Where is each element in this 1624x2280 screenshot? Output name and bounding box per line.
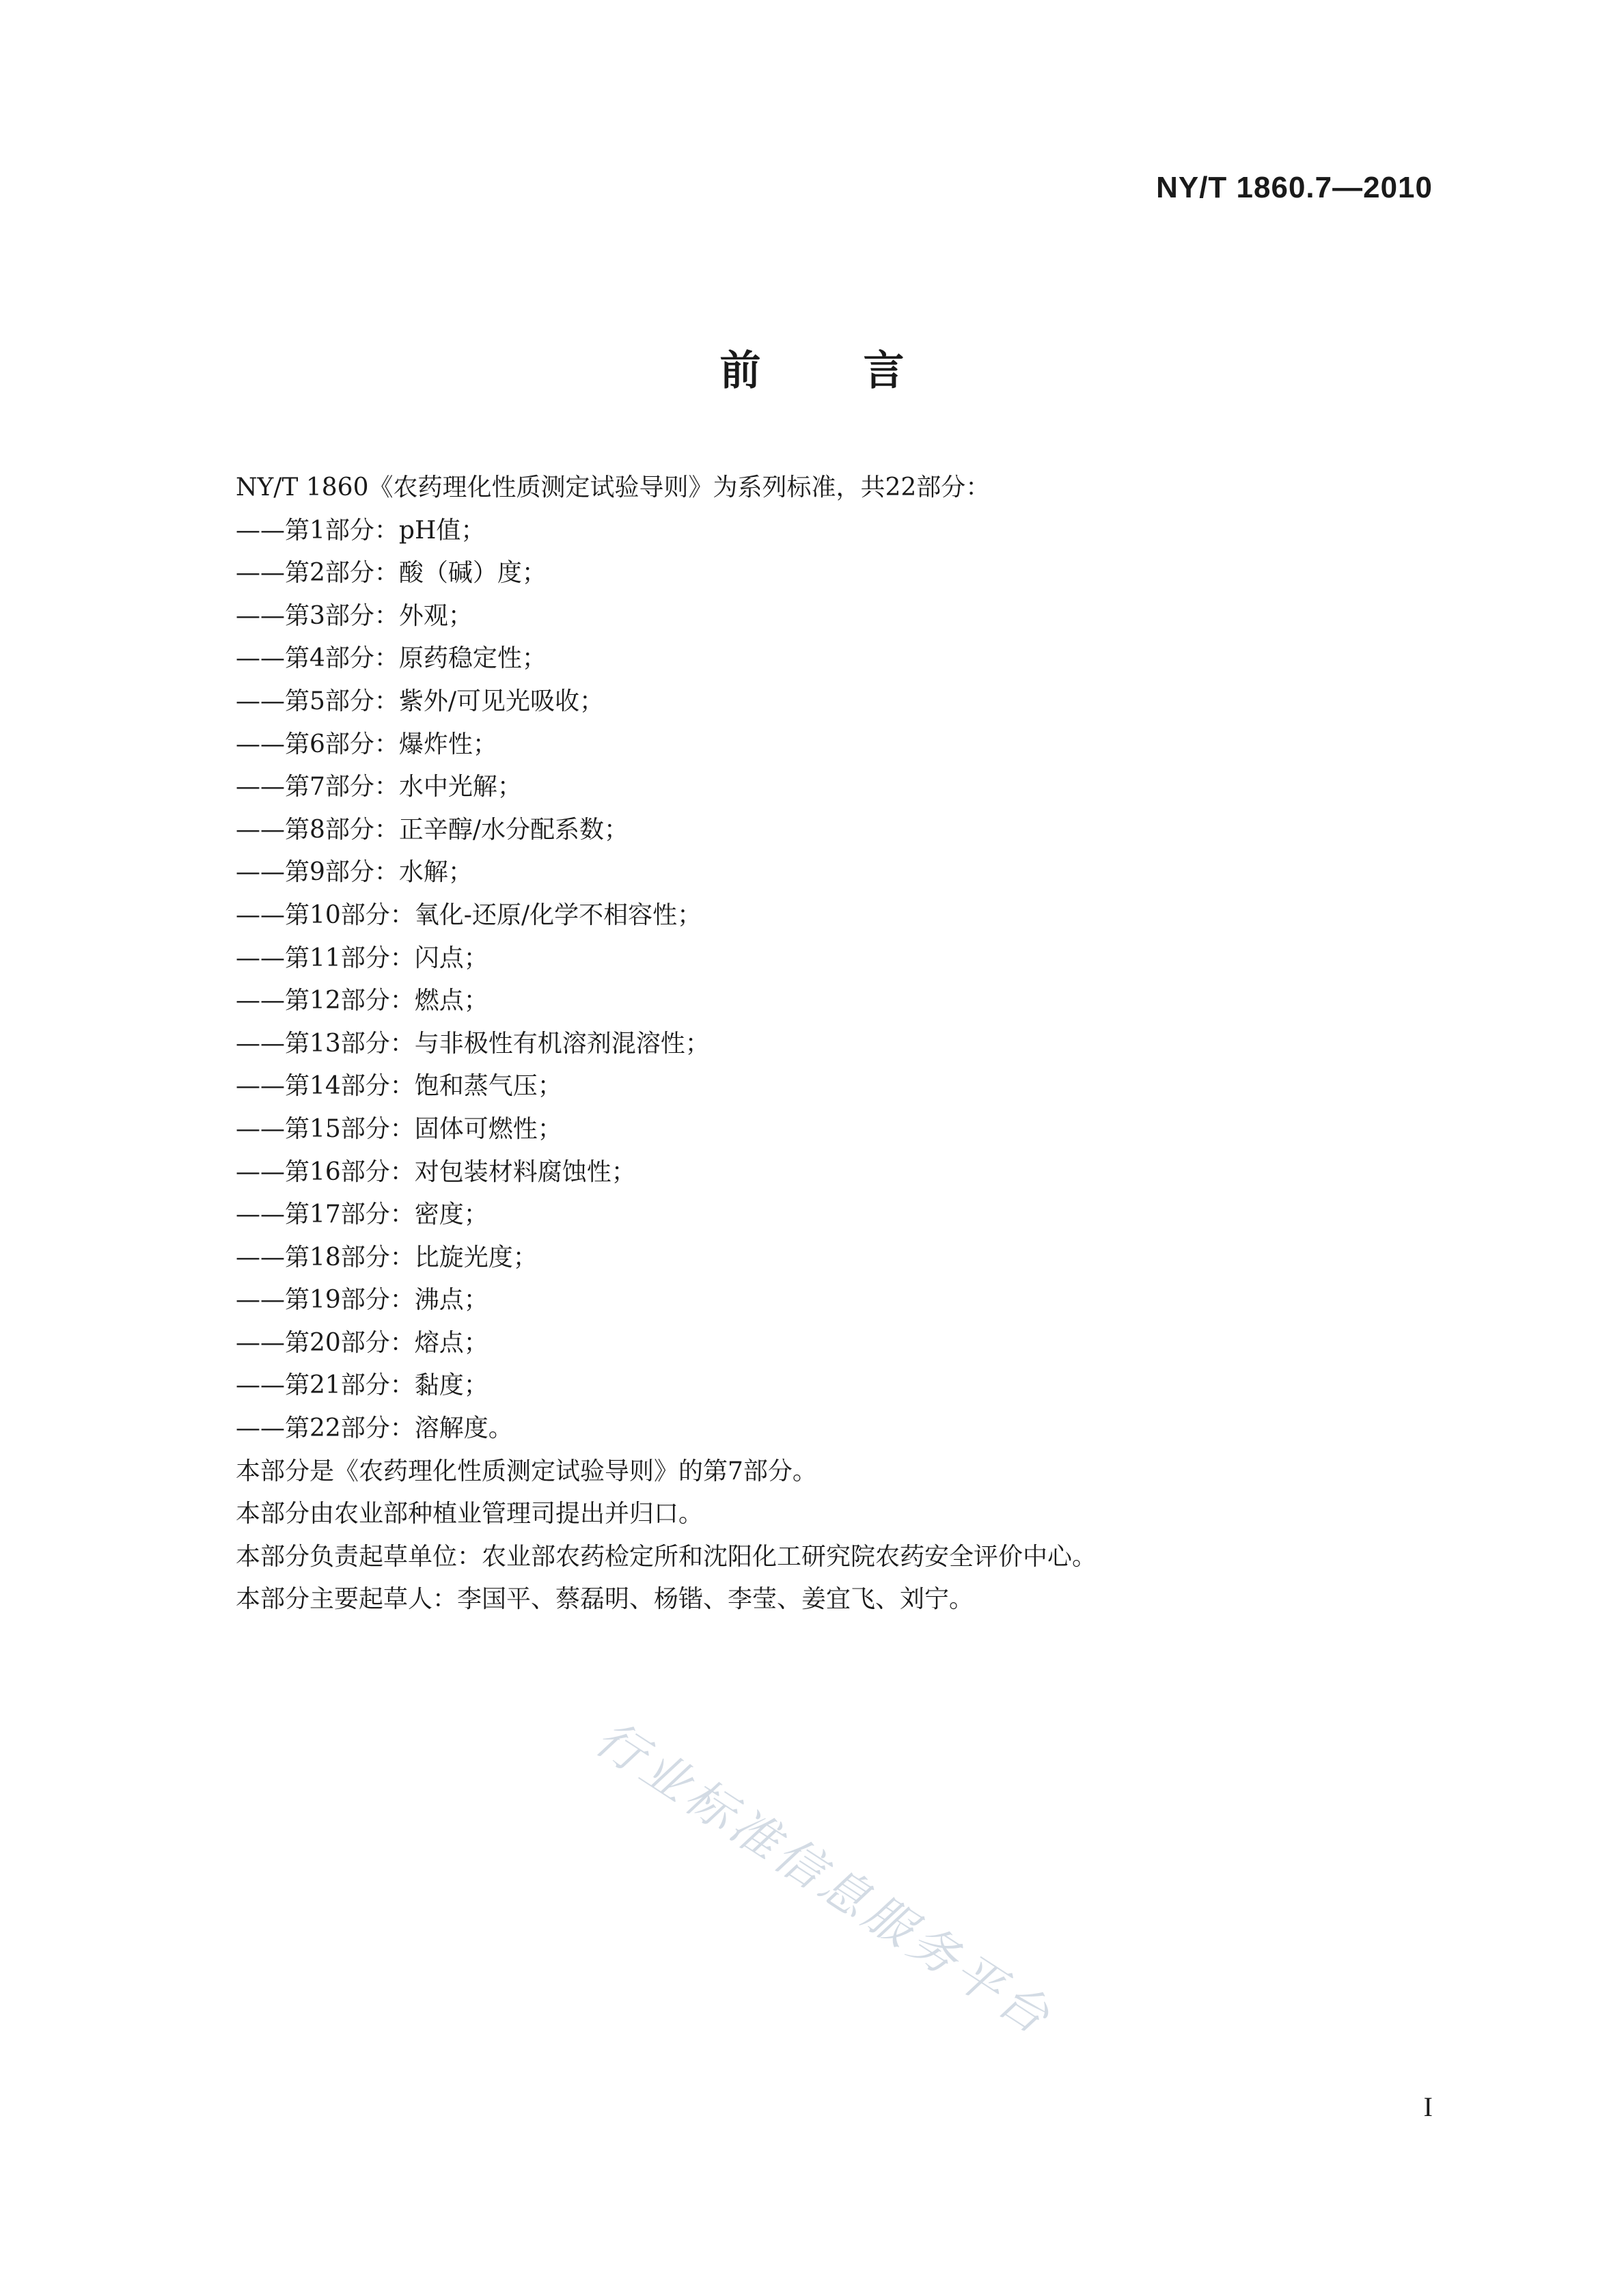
list-item: ——第20部分：熔点；: [236, 1328, 488, 1357]
statement-paragraph: 本部分负责起草单位：农业部农药检定所和沈阳化工研究院农药安全评价中心。: [236, 1542, 1097, 1571]
list-item: ——第10部分：氧化-还原/化学不相容性；: [236, 901, 702, 929]
foreword-body: [236, 467, 1397, 1621]
statement-paragraph: 本部分由农业部种植业管理司提出并归口。: [236, 1500, 704, 1528]
list-item: ——第5部分：紫外/可见光吸收；: [236, 687, 605, 715]
list-item: ——第13部分：与非极性有机溶剂混溶性；: [236, 1029, 710, 1058]
intro-paragraph: NY/T 1860《农药理化性质测定试验导则》为系列标准，共22部分：: [236, 473, 991, 502]
watermark: 行业标准信息服务平台: [586, 1709, 1063, 2048]
list-item: ——第14部分：饱和蒸气压；: [236, 1072, 562, 1101]
list-item: ——第4部分：原药稳定性；: [236, 644, 547, 673]
page-title: 前言: [719, 347, 1007, 395]
document-code: NY/T 1860.7—2010: [1156, 171, 1433, 204]
list-item: ——第8部分：正辛醇/水分配系数；: [236, 815, 629, 844]
statement-paragraph: 本部分是《农药理化性质测定试验导则》的第7部分。: [236, 1457, 817, 1485]
list-item: ——第9部分：水解；: [236, 858, 473, 887]
list-item: ——第19部分：沸点；: [236, 1286, 488, 1315]
list-item: ——第16部分：对包装材料腐蚀性；: [236, 1157, 636, 1186]
list-item: ——第11部分：闪点；: [236, 944, 488, 972]
list-item: ——第1部分：pH值；: [236, 516, 486, 545]
list-item: ——第15部分：固体可燃性；: [236, 1114, 562, 1143]
list-item: ——第7部分：水中光解；: [236, 773, 522, 801]
list-item: ——第6部分：爆炸性；: [236, 730, 497, 758]
list-item: ——第22部分：溶解度。: [236, 1414, 513, 1443]
list-item: ——第2部分：酸（碱）度；: [236, 559, 547, 588]
page-number: I: [1423, 2091, 1433, 2122]
list-item: ——第12部分：燃点；: [236, 987, 488, 1015]
statement-paragraph: 本部分主要起草人：李国平、蔡磊明、杨锴、李莹、姜宜飞、刘宁。: [236, 1585, 974, 1614]
list-item: ——第18部分：比旋光度；: [236, 1243, 538, 1272]
list-item: ——第17部分：密度；: [236, 1200, 488, 1229]
list-item: ——第21部分：黏度；: [236, 1371, 488, 1400]
list-item: ——第3部分：外观；: [236, 601, 473, 630]
